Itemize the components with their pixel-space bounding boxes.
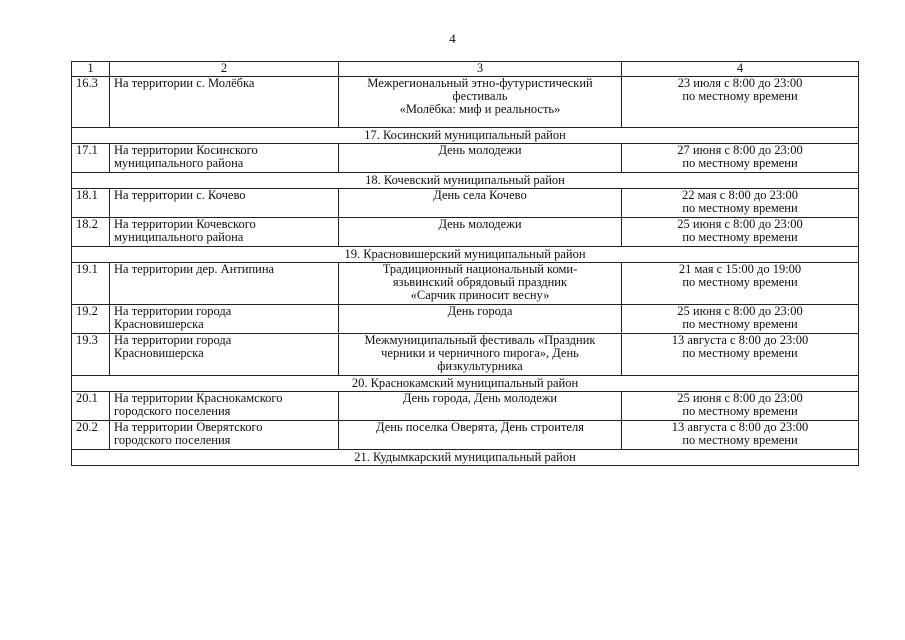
time-cell: 25 июня с 8:00 до 23:00 по местному времени bbox=[622, 305, 859, 334]
section-header-row bbox=[72, 450, 859, 466]
time-cell: 21 мая с 15:00 до 19:00 по местному времени bbox=[622, 263, 859, 305]
event-cell: День молодежи bbox=[339, 218, 622, 247]
event-cell: Традиционный национальный коми- язьвинский обрядовый праздник «Сарчик приносит весну» bbox=[339, 263, 622, 305]
table-row bbox=[72, 305, 859, 334]
time-cell: 23 июля с 8:00 до 23:00 по местному времени bbox=[622, 77, 859, 128]
row-number: 18.2 bbox=[72, 218, 110, 247]
time-cell: 27 июня с 8:00 до 23:00 по местному времени bbox=[622, 144, 859, 173]
event-cell: День молодежи bbox=[339, 144, 622, 173]
territory-cell: На территории города Красновишерска bbox=[110, 334, 339, 376]
section-title: 21. Кудымкарский муниципальный район bbox=[72, 450, 859, 466]
territory-cell: На территории с. Кочево bbox=[110, 189, 339, 218]
events-table bbox=[71, 61, 859, 466]
territory-cell: На территории с. Молёбка bbox=[110, 77, 339, 128]
table-header-row bbox=[72, 62, 859, 77]
row-number: 19.2 bbox=[72, 305, 110, 334]
table-row bbox=[72, 218, 859, 247]
header-col-1: 1 bbox=[72, 62, 110, 77]
row-number: 19.1 bbox=[72, 263, 110, 305]
territory-cell: На территории дер. Антипина bbox=[110, 263, 339, 305]
territory-cell: На территории города Красновишерска bbox=[110, 305, 339, 334]
row-number: 18.1 bbox=[72, 189, 110, 218]
row-number: 16.3 bbox=[72, 77, 110, 128]
section-title: 20. Краснокамский муниципальный район bbox=[72, 376, 859, 392]
table-row bbox=[72, 421, 859, 450]
territory-cell: На территории Косинского муниципального района bbox=[110, 144, 339, 173]
section-header-row bbox=[72, 173, 859, 189]
event-cell: День города, День молодежи bbox=[339, 392, 622, 421]
row-number: 20.1 bbox=[72, 392, 110, 421]
section-header-row bbox=[72, 376, 859, 392]
header-col-4: 4 bbox=[622, 62, 859, 77]
page-number: 4 bbox=[449, 31, 456, 46]
table-row bbox=[72, 334, 859, 376]
time-cell: 13 августа с 8:00 до 23:00 по местному времени bbox=[622, 421, 859, 450]
event-cell: День города bbox=[339, 305, 622, 334]
section-title: 18. Кочевский муниципальный район bbox=[72, 173, 859, 189]
event-cell: День села Кочево bbox=[339, 189, 622, 218]
table-row bbox=[72, 189, 859, 218]
territory-cell: На территории Кочевского муниципального района bbox=[110, 218, 339, 247]
header-col-3: 3 bbox=[339, 62, 622, 77]
row-number: 20.2 bbox=[72, 421, 110, 450]
time-cell: 22 мая с 8:00 до 23:00 по местному времени bbox=[622, 189, 859, 218]
table-row bbox=[72, 392, 859, 421]
events-table-body bbox=[72, 62, 859, 466]
event-cell: День поселка Оверята, День строителя bbox=[339, 421, 622, 450]
section-header-row bbox=[72, 247, 859, 263]
section-title: 19. Красновишерский муниципальный район bbox=[72, 247, 859, 263]
table-row bbox=[72, 77, 859, 128]
header-col-2: 2 bbox=[110, 62, 339, 77]
table-row bbox=[72, 263, 859, 305]
section-title: 17. Косинский муниципальный район bbox=[72, 128, 859, 144]
time-cell: 25 июня с 8:00 до 23:00 по местному времени bbox=[622, 392, 859, 421]
territory-cell: На территории Оверятского городского поселения bbox=[110, 421, 339, 450]
row-number: 17.1 bbox=[72, 144, 110, 173]
row-number: 19.3 bbox=[72, 334, 110, 376]
time-cell: 25 июня с 8:00 до 23:00 по местному времени bbox=[622, 218, 859, 247]
time-cell: 13 августа с 8:00 до 23:00 по местному времени bbox=[622, 334, 859, 376]
event-cell: Межрегиональный этно-футуристический фестиваль «Молёбка: миф и реальность» bbox=[339, 77, 622, 128]
event-cell: Межмуниципальный фестиваль «Праздник черники и черничного пирога», День физкультурника bbox=[339, 334, 622, 376]
table-row bbox=[72, 144, 859, 173]
territory-cell: На территории Краснокамского городского поселения bbox=[110, 392, 339, 421]
section-header-row bbox=[72, 128, 859, 144]
